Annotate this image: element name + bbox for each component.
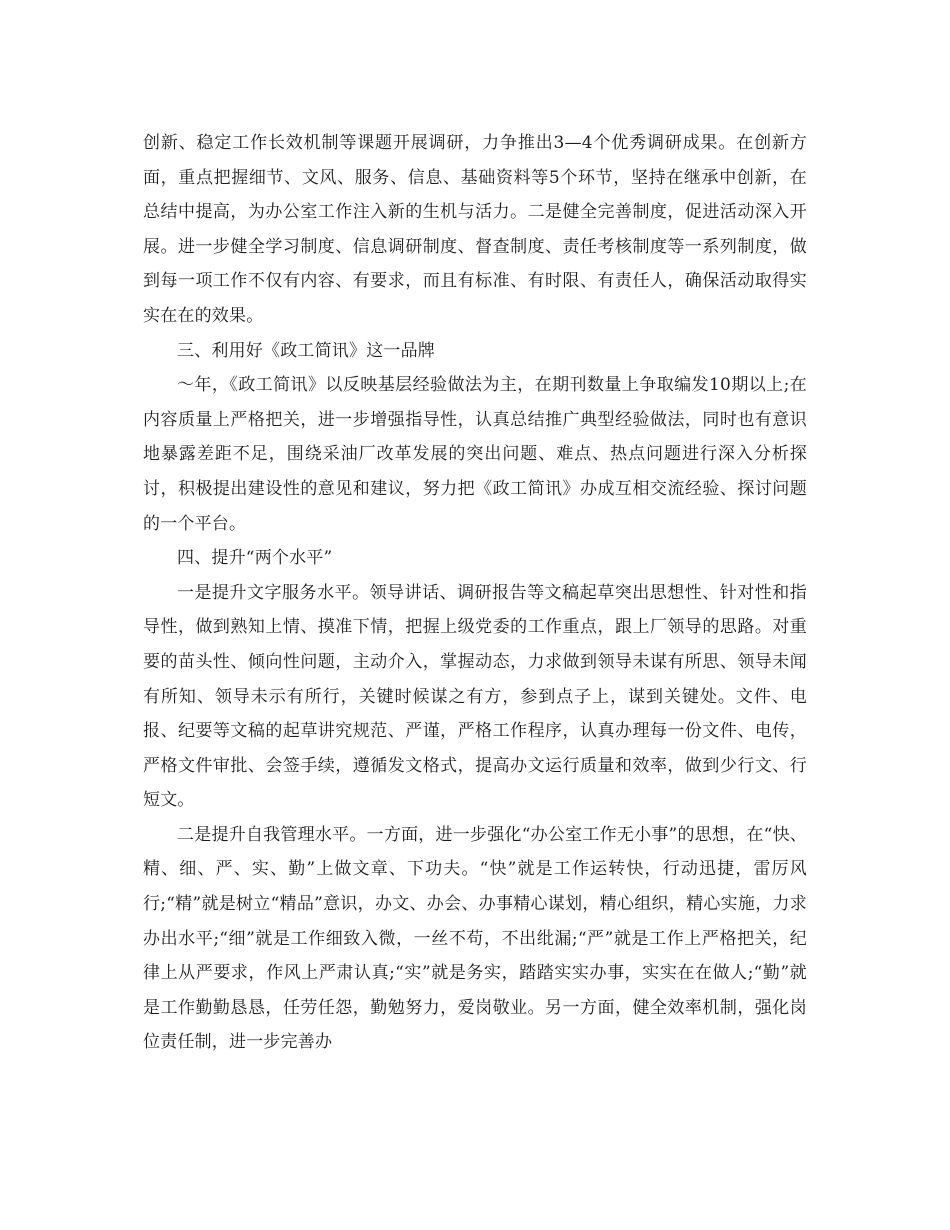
section-heading-3: 三、利用好《政工简讯》这一品牌 xyxy=(177,340,435,361)
paragraph-self-management: 二是提升自我管理水平。一方面，进一步强化“办公室工作无小事”的思想，在“快、精、细、严、实、勤”上做文章、下功夫。“快”就是工作运转快，行动迅捷，雷厉风行;“精”就是树立“精品”意识，办文、办会、办事精心谋划，精心组织，精心实施，力求办出水平;“细”就是工作细致入微，一丝不苟，不出纰漏;“严”就是工作上严格把关，纪律上从严要求，作风上严肃认真;“实”就是务实，踏踏实实办事，实实在在做人;“勤”就是工作勤勤恳恳，任劳任怨，勤勉努力，爱岗敬业。另一方面，健全效率机制，强化岗位责任制，进一步完善办 xyxy=(143,824,807,1053)
document-body xyxy=(143,126,807,1060)
paragraph-zhenggong-jianxun: ～年，《政工简讯》以反映基层经验做法为主，在期刊数量上争取编发10期以上;在内容质量上严格把关，进一步增强指导性，认真总结推广典型经验做法，同时也有意识地暴露差距不足，围绕采油厂改革发展的突出问题、难点、热点问题进行深入分析探讨，积极提出建设性的意见和建议，努力把《政工简讯》办成互相交流经验、探讨问题的一个平台。 xyxy=(143,375,807,534)
section-heading-4: 四、提升“两个水平” xyxy=(177,548,333,569)
paragraph-writing-service: 一是提升文字服务水平。领导讲话、调研报告等文稿起草突出思想性、针对性和指导性，做到熟知上情、摸准下情，把握上级党委的工作重点，跟上厂领导的思路。对重要的苗头性、倾向性问题，主动介入，掌握动态，力求做到领导未谋有所思、领导未闻有所知、领导未示有所行，关键时候谋之有方，参到点子上，谋到关键处。文件、电报、纪要等文稿的起草讲究规范、严谨，严格工作程序，认真办理每一份文件、电传，严格文件审批、会签手续，遵循发文格式，提高办文运行质量和效率，做到少行文、行短文。 xyxy=(143,582,807,811)
paragraph-continuation: 创新、稳定工作长效机制等课题开展调研，力争推出3—4个优秀调研成果。在创新方面，重点把握细节、文风、服务、信息、基础资料等5个环节，坚持在继承中创新，在总结中提高，为办公室工作注入新的生机与活力。二是健全完善制度，促进活动深入开展。进一步健全学习制度、信息调研制度、督查制度、责任考核制度等一系列制度，做到每一项工作不仅有内容、有要求，而且有标准、有时限、有责任人，确保活动取得实实在在的效果。 xyxy=(143,133,807,326)
